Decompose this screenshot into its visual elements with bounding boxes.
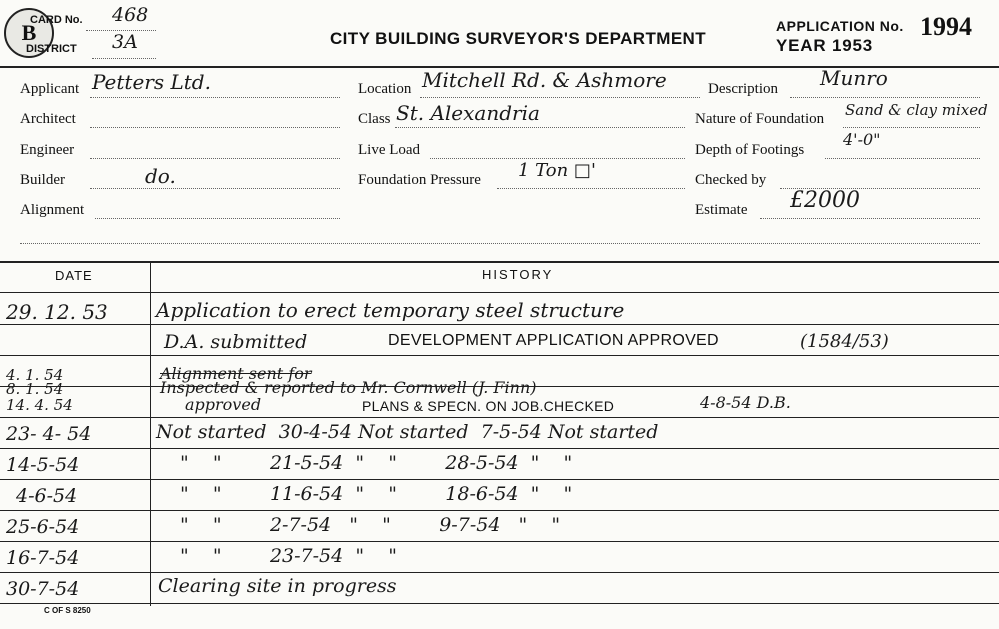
history-column-header: HISTORY: [482, 267, 554, 282]
form-code: C OF S 8250: [44, 606, 91, 615]
applicant-label: Applicant: [20, 81, 80, 97]
history-date: 30-7-54: [6, 578, 80, 600]
location-value: Mitchell Rd. & Ashmore: [422, 68, 667, 92]
date-column-header: DATE: [55, 268, 93, 283]
description-label: Description: [708, 81, 778, 97]
card-no-value: 468: [112, 4, 149, 26]
foundation-pressure-label: Foundation Pressure: [358, 172, 481, 188]
history-date: 4-6-54: [16, 485, 78, 507]
history-entry: Application to erect temporary steel structure: [156, 298, 625, 322]
application-no-value: 1994: [920, 12, 972, 41]
history-entry: Alignment sent for: [160, 364, 312, 383]
history-entry: Not started 30-4-54 Not started 7-5-54 Not started: [156, 421, 659, 443]
history-date: 29. 12. 53: [6, 300, 108, 324]
applicant-value: Petters Ltd.: [92, 70, 211, 94]
history-entry-ref: 4-8-54 D.B.: [700, 393, 791, 412]
history-entry: " " 23-7-54 " ": [180, 545, 397, 567]
live-load-label: Live Load: [358, 142, 421, 158]
foundation-pressure-value: 1 Ton □': [518, 160, 596, 181]
class-label: Class: [358, 111, 391, 127]
checked-by-label: Checked by: [695, 172, 767, 188]
card-no-label: CARD No.: [30, 14, 83, 26]
plans-checked-stamp: PLANS & SPECN. ON JOB.CHECKED: [362, 398, 615, 414]
history-entry: Inspected & reported to Mr. Cornwell (J. Finn): [160, 378, 537, 397]
history-date: 14-5-54: [6, 454, 80, 476]
history-entry-ref: (1584/53): [800, 331, 889, 352]
location-label: Location: [358, 81, 412, 97]
nature-of-foundation-value: Sand & clay mixed: [845, 101, 988, 119]
history-date: 4. 1. 54: [6, 366, 64, 384]
history-entry: approved: [185, 395, 262, 414]
year-label: YEAR 1953: [776, 36, 873, 55]
nature-of-foundation-label: Nature of Foundation: [695, 111, 825, 127]
history-entry: " " 11-6-54 " " 18-6-54 " ": [180, 483, 573, 505]
history-entry: " " 2-7-54 " " 9-7-54 " ": [180, 514, 561, 536]
history-date: 25-6-54: [6, 516, 80, 538]
history-date: 16-7-54: [6, 547, 80, 569]
history-date: 8. 1. 54: [6, 380, 64, 398]
engineer-label: Engineer: [20, 142, 75, 158]
district-value: 3A: [112, 31, 138, 53]
department-title: CITY BUILDING SURVEYOR'S DEPARTMENT: [330, 29, 707, 48]
history-entry: " " 21-5-54 " " 28-5-54 " ": [180, 452, 573, 474]
history-date: 23- 4- 54: [6, 423, 92, 445]
history-date: 14. 4. 54: [6, 396, 73, 414]
depth-of-footings-label: Depth of Footings: [695, 142, 805, 158]
history-entry: D.A. submitted: [164, 331, 308, 353]
estimate-value: £2000: [790, 188, 860, 213]
estimate-label: Estimate: [695, 202, 748, 218]
application-no-label: APPLICATION No.: [776, 18, 904, 34]
development-approved-stamp: DEVELOPMENT APPLICATION APPROVED: [388, 332, 719, 349]
architect-label: Architect: [20, 111, 76, 127]
builder-value: do.: [145, 164, 176, 188]
alignment-label: Alignment: [20, 202, 85, 218]
district-label: DISTRICT: [26, 43, 77, 55]
builder-label: Builder: [20, 172, 65, 188]
depth-of-footings-value: 4'-0": [843, 130, 881, 149]
history-entry: Clearing site in progress: [158, 575, 397, 597]
class-value: St. Alexandria: [396, 101, 540, 125]
description-value: Munro: [820, 66, 888, 90]
council-seal: B: [4, 8, 54, 58]
